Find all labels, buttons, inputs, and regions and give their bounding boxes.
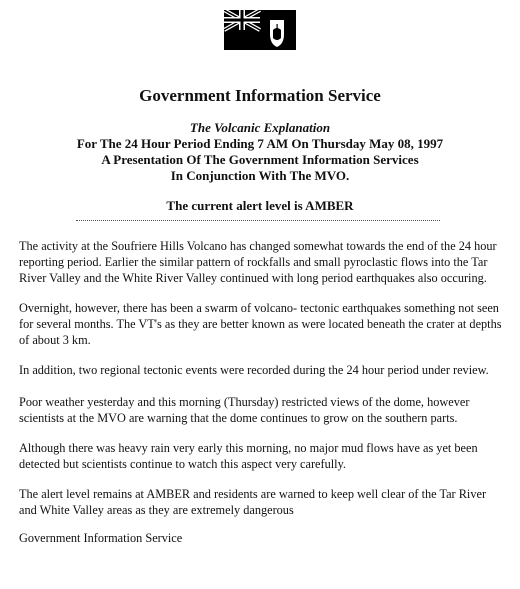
paragraph: Overnight, however, there has been a swarm of volcano- tectonic earthquakes something not seen for several months. The VT's as they are better known as were located beneath the crater at depths of about 3 km. [19, 301, 502, 347]
paragraph: In addition, two regional tectonic events were recorded during the 24 hour period under review. [19, 363, 489, 377]
paragraph: Poor weather yesterday and this morning (Thursday) restricted views of the dome, however scientists at the MVO are warning that the dome continues to grow on the southern parts. [19, 395, 470, 425]
conjunction-line: In Conjunction With The MVO. [170, 168, 350, 183]
footer-signature: Government Information Service [19, 531, 183, 545]
paragraph: Although there was heavy rain very early this morning, no major mud flows have as yet been detected but scientists continue to watch this aspect very carefully. [19, 441, 478, 471]
paragraph: The alert level remains at AMBER and residents are warned to keep well clear of the Tar River and White Valley areas as they are extremely dangerous [19, 487, 487, 517]
page-title: Government Information Service [139, 86, 381, 105]
presentation-line: A Presentation Of The Government Information Services [101, 152, 419, 167]
alert-level: The current alert level is AMBER [166, 198, 354, 213]
period-line: For The 24 Hour Period Ending 7 AM On Thursday May 08, 1997 [76, 136, 444, 151]
subtitle: The Volcanic Explanation [189, 120, 331, 135]
dotted-divider [76, 220, 440, 221]
paragraph: The activity at the Soufriere Hills Volcano has changed somewhat towards the end of the 24 hour reporting period. Earlier the similar pattern of rockfalls and small pyroclastic flows into the Tar River Valley and the White River Valley continued with long period earthquakes also occuring. [19, 239, 497, 285]
montserrat-flag-icon [224, 10, 296, 50]
